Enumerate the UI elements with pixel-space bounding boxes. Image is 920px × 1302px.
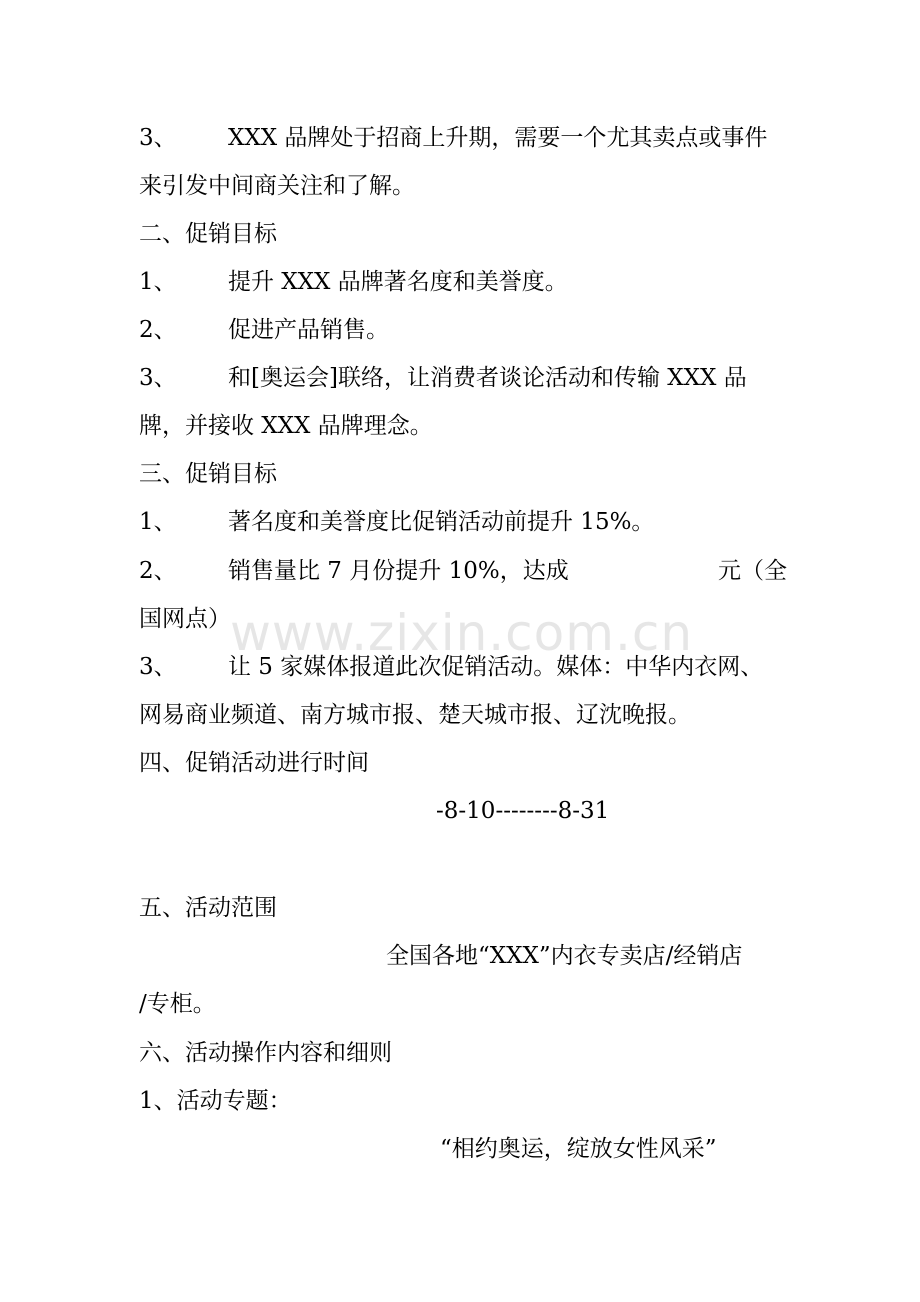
item-number: 1、 <box>139 269 177 295</box>
item-text: XXX 品牌处于招商上升期，需要一个尤其卖点或事件 <box>228 125 768 151</box>
section-heading: 六、活动操作内容和细则 <box>139 1040 392 1066</box>
item-number: 1、 <box>139 509 177 535</box>
item-text: 促进产品销售。 <box>228 317 389 343</box>
item-number: 3、 <box>139 125 177 151</box>
watermark: www.zixin.com.cn <box>230 604 694 662</box>
subheading: 1、活动专题： <box>139 1088 292 1114</box>
item-text: 和[奥运会]联络，让消费者谈论活动和传输 XXX 品 <box>228 365 747 391</box>
item-number: 2、 <box>139 317 177 343</box>
item-number: 2、 <box>139 558 177 584</box>
item-text: 提升 XXX 品牌著名度和美誉度。 <box>228 269 568 295</box>
paragraph-line: 国网点） <box>139 606 231 632</box>
paragraph-line: 来引发中间商关注和了解。 <box>139 173 415 199</box>
item-number: 3、 <box>139 654 177 680</box>
section-heading: 三、促销目标 <box>139 461 277 487</box>
theme-slogan: “相约奥运，绽放女性风采” <box>440 1136 717 1162</box>
paragraph-line: 全国各地“XXX”内衣专卖店/经销店 <box>386 943 743 969</box>
date-range: -8-10--------8-31 <box>436 798 610 824</box>
paragraph-line: 网易商业频道、南方城市报、楚天城市报、辽沈晚报。 <box>139 702 691 728</box>
item-text-tail: 元（全 <box>718 558 787 584</box>
section-heading: 二、促销目标 <box>139 221 277 247</box>
item-number: 3、 <box>139 365 177 391</box>
paragraph-line: /专柜。 <box>139 991 216 1017</box>
item-text: 让 5 家媒体报道此次促销活动。媒体：中华内衣网、 <box>228 654 764 680</box>
item-text: 著名度和美誉度比促销活动前提升 15%。 <box>228 509 655 535</box>
section-heading: 五、活动范围 <box>139 895 277 921</box>
paragraph-line: 牌，并接收 XXX 品牌理念。 <box>139 413 433 439</box>
section-heading: 四、促销活动进行时间 <box>139 750 369 776</box>
item-text: 销售量比 7 月份提升 10%，达成 <box>228 558 569 584</box>
